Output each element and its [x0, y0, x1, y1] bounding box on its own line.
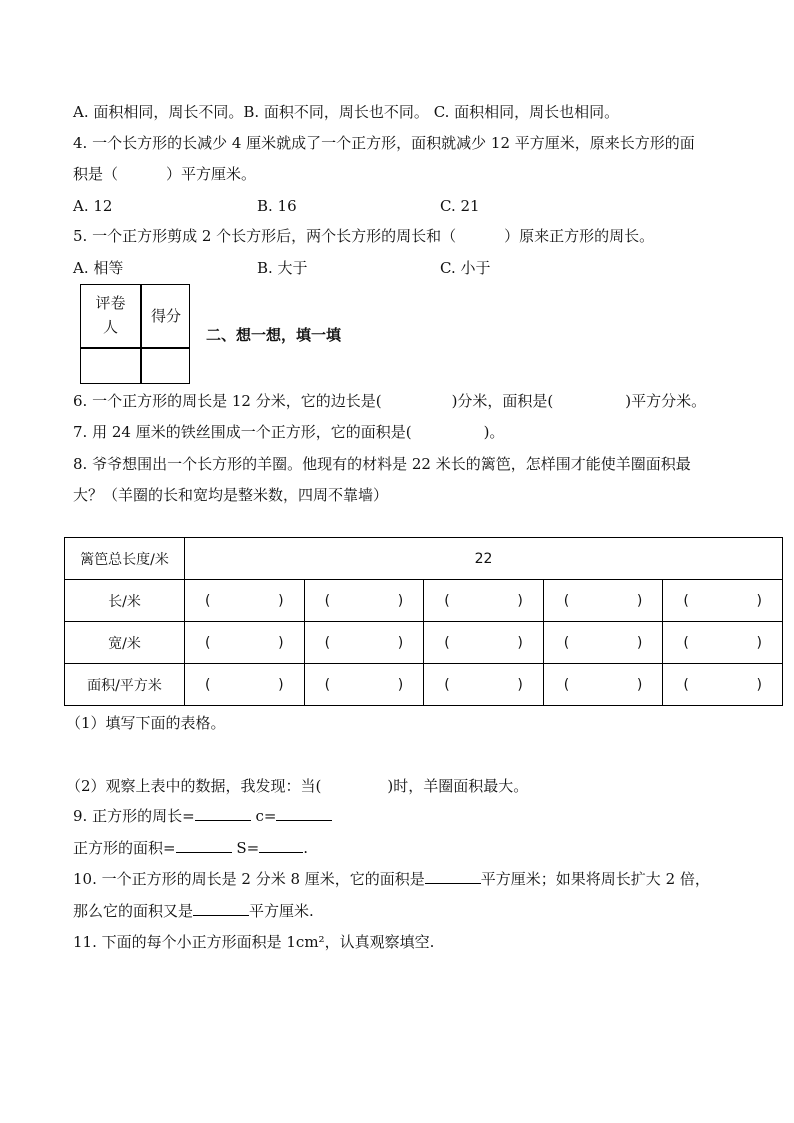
- answer-cell[interactable]: ( ): [304, 664, 424, 706]
- q9-blank-3[interactable]: [176, 838, 232, 853]
- answer-cell[interactable]: ( ): [663, 580, 783, 622]
- q5-text-a: 5. 一个正方形剪成 2 个长方形后，两个长方形的周长和（: [73, 227, 457, 245]
- q5-option-c: C. 小于: [440, 259, 491, 277]
- q8-line1: 8. 爷爷想围出一个长方形的羊圈。他现有的材料是 22 米长的篱笆，怎样围才能使羊圈面积最: [73, 455, 691, 473]
- q5-option-b: B. 大于: [257, 259, 308, 277]
- q8-line2: 大？（羊圈的长和宽均是整米数，四周不靠墙）: [73, 486, 389, 504]
- q4-line2-b: ）平方厘米。: [166, 165, 257, 183]
- answer-cell[interactable]: ( ): [424, 622, 544, 664]
- q4-line1: 4. 一个长方形的长减少 4 厘米就成了一个正方形，面积就减少 12 平方厘米，原来长方形的面: [73, 134, 695, 152]
- q11: 11. 下面的每个小正方形面积是 1cm²，认真观察填空.: [73, 933, 435, 951]
- q8-sub2: [66, 776, 528, 796]
- q10-line1-b: 平方厘米；如果将周长扩大 2 倍，: [480, 870, 710, 888]
- answer-cell[interactable]: ( ): [304, 622, 424, 664]
- row-label-area: 面积/平方米: [65, 664, 185, 706]
- q10-line2: [73, 901, 314, 921]
- q10-line2-b: 平方厘米.: [249, 902, 314, 920]
- q4-option-b: B. 16: [257, 197, 297, 215]
- q6: [73, 391, 706, 411]
- table-row: [65, 538, 783, 580]
- answer-cell[interactable]: ( ): [304, 580, 424, 622]
- q5-text-b: ）原来正方形的周长。: [504, 227, 655, 245]
- q7-a: 7. 用 24 厘米的铁丝围成一个正方形，它的面积是(: [73, 423, 412, 441]
- q9-line2-a: 正方形的面积=: [73, 839, 176, 857]
- q3-options: A. 面积相同，周长不同。B. 面积不同，周长也不同。 C. 面积相同，周长也相同。: [73, 103, 620, 121]
- q9-line1-b: c=: [255, 807, 277, 825]
- q10-line1-a: 10. 一个正方形的周长是 2 分米 8 厘米，它的面积是: [73, 870, 425, 888]
- q4-option-c: C. 21: [440, 197, 480, 215]
- q9-blank-2[interactable]: [276, 806, 332, 821]
- q10-blank-2[interactable]: [193, 901, 249, 916]
- q6-b: )分米，面积是(: [451, 392, 554, 410]
- reviewer-label: [81, 291, 140, 339]
- q9-line1: [73, 806, 332, 826]
- q9-line2-b: S=: [236, 839, 260, 857]
- answer-cell[interactable]: ( ): [543, 664, 663, 706]
- row-label-length: 长/米: [65, 580, 185, 622]
- answer-cell[interactable]: ( ): [185, 622, 305, 664]
- q4-line2-a: 积是（: [73, 165, 119, 183]
- q6-c: )平方分米。: [625, 392, 707, 410]
- q10-line2-a: 那么它的面积又是: [73, 902, 194, 920]
- answer-cell[interactable]: ( ): [543, 622, 663, 664]
- answer-cell[interactable]: ( ): [424, 580, 544, 622]
- q8-sub2-a: （2）观察上表中的数据，我发现：当(: [66, 777, 322, 795]
- q4-line2: [73, 164, 256, 184]
- q9-blank-1[interactable]: [195, 806, 251, 821]
- table-row: [65, 664, 783, 706]
- table-row: [65, 580, 783, 622]
- q5-text: [73, 226, 654, 246]
- row-label-width: 宽/米: [65, 622, 185, 664]
- q7: [73, 422, 504, 442]
- q8-sub2-b: )时，羊圈面积最大。: [387, 777, 529, 795]
- score-box: [80, 284, 190, 384]
- reviewer-label-2: 人: [102, 318, 118, 336]
- q4-option-a: A. 12: [73, 197, 113, 215]
- table-header-value: 22: [185, 538, 783, 580]
- q10-line1: [73, 869, 710, 889]
- q7-b: )。: [483, 423, 505, 441]
- table-header-label: 篱笆总长度/米: [65, 538, 185, 580]
- answer-cell[interactable]: ( ): [543, 580, 663, 622]
- answer-cell[interactable]: ( ): [663, 622, 783, 664]
- q10-blank-1[interactable]: [425, 869, 481, 884]
- fence-table: [64, 537, 783, 706]
- answer-cell[interactable]: ( ): [663, 664, 783, 706]
- table-row: [65, 622, 783, 664]
- score-label: 得分: [150, 307, 181, 325]
- reviewer-label-1: 评卷: [95, 294, 126, 312]
- q9-line2-end: .: [303, 839, 308, 857]
- q9-line2: [73, 838, 308, 858]
- q9-blank-4[interactable]: [259, 838, 303, 853]
- answer-cell[interactable]: ( ): [185, 664, 305, 706]
- q8-sub1: （1）填写下面的表格。: [66, 714, 226, 732]
- section2-title: 二、想一想，填一填: [206, 326, 342, 344]
- q6-a: 6. 一个正方形的周长是 12 分米，它的边长是(: [73, 392, 382, 410]
- q5-option-a: A. 相等: [73, 259, 124, 277]
- answer-cell[interactable]: ( ): [185, 580, 305, 622]
- answer-cell[interactable]: ( ): [424, 664, 544, 706]
- q9-line1-a: 9. 正方形的周长=: [73, 807, 195, 825]
